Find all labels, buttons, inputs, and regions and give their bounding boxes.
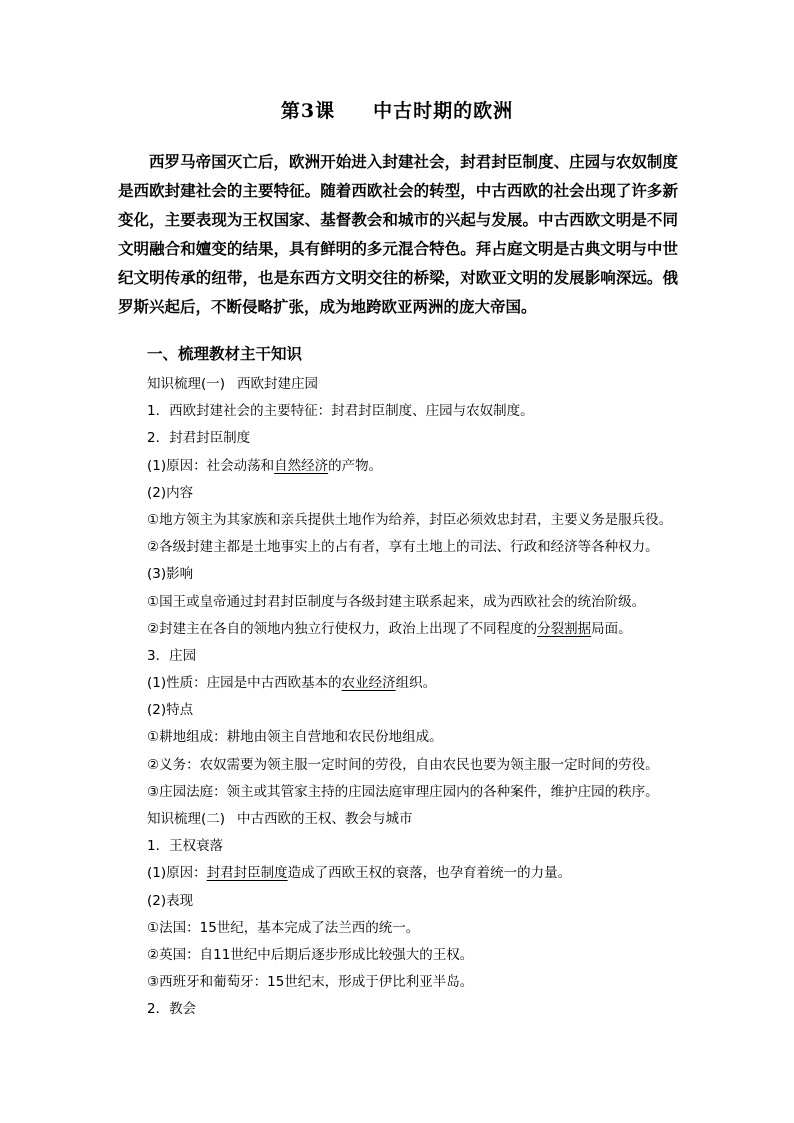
section-heading: 一、梳理教材主干知识 bbox=[147, 345, 303, 363]
text-line: (2)内容 bbox=[147, 484, 194, 501]
knowledge-heading-2: 知识梳理(二) 中古西欧的王权、教会与城市 bbox=[147, 811, 413, 827]
underlined-term: 封君封臣制度 bbox=[206, 865, 288, 882]
text-line: ②英国：自11世纪中后期后逐步形成比较强大的王权。 bbox=[147, 946, 474, 963]
knowledge-heading-1: 知识梳理(一) 西欧封建庄园 bbox=[147, 376, 319, 392]
subheading: 2．封君封臣制度 bbox=[147, 430, 251, 447]
text-line: (1)性质：庄园是中古西欧基本的农业经济组织。 bbox=[147, 675, 437, 692]
text-line: ①耕地组成：耕地由领主自营地和农民份地组成。 bbox=[147, 729, 443, 746]
text-line: (2)表现 bbox=[147, 892, 194, 909]
knowledge-body bbox=[147, 371, 687, 1024]
subheading: 1．王权衰落 bbox=[147, 838, 224, 855]
text-line: (2)特点 bbox=[147, 702, 194, 719]
text-line: (1)原因：社会动荡和自然经济的产物。 bbox=[147, 457, 383, 474]
text-line: ③庄园法庭：领主或其管家主持的庄园法庭审理庄园内的各种案件，维护庄园的秩序。 bbox=[147, 783, 659, 800]
text-line: ③西班牙和葡萄牙：15世纪末，形成于伊比利亚半岛。 bbox=[147, 974, 474, 991]
text-line: 1．西欧封建社会的主要特征：封君封臣制度、庄园与农奴制度。 bbox=[147, 403, 534, 420]
text-line: (3)影响 bbox=[147, 566, 194, 583]
underlined-term: 农业经济 bbox=[341, 675, 396, 692]
subheading: 2．教会 bbox=[147, 1001, 197, 1018]
text-line: ①国王或皇帝通过封君封臣制度与各级封建主联系起来，成为西欧社会的统治阶级。 bbox=[147, 593, 646, 610]
subheading: 3．庄园 bbox=[147, 647, 197, 664]
text-line: ②各级封建主都是土地事实上的占有者，享有土地上的司法、行政和经济等各种权力。 bbox=[147, 539, 659, 556]
underlined-term: 分裂割据 bbox=[537, 620, 592, 637]
text-line: ①地方领主为其家族和亲兵提供土地作为给养，封臣必须效忠封君，主要义务是服兵役。 bbox=[147, 511, 673, 528]
lesson-topic: 中古时期的欧洲 bbox=[373, 100, 514, 122]
lesson-number: 第3课 bbox=[280, 100, 336, 122]
underlined-term: 自然经济 bbox=[274, 457, 329, 474]
intro-paragraph: 西罗马帝国灭亡后，欧洲开始进入封建社会，封君封臣制度、庄园与农奴制度是西欧封建社会的主要特征。随着西欧社会的转型，中古西欧的社会出现了许多新变化，主要表现为王权国家、基督教会和城市的兴起与发展。中古西欧文明是不同文明融合和嬗变的结果，具有鲜明的多元混合特色。拜占庭文明是古典文明与中世纪文明传承的纽带，也是东西方文明交往的桥梁，对欧亚文明的发展影响深远。俄罗斯兴起后，不断侵略扩张，成为地跨欧亚两洲的庞大帝国。 bbox=[118, 153, 678, 316]
text-line: (1)原因：封君封臣制度造成了西欧王权的衰落，也孕育着统一的力量。 bbox=[147, 865, 572, 882]
text-line: ①法国：15世纪，基本完成了法兰西的统一。 bbox=[147, 919, 420, 936]
text-line: ②义务：农奴需要为领主服一定时间的劳役，自由农民也要为领主服一定时间的劳役。 bbox=[147, 756, 659, 773]
page-title bbox=[0, 96, 794, 123]
text-line: ②封建主在各自的领地内独立行使权力，政治上出现了不同程度的分裂割据局面。 bbox=[147, 620, 632, 637]
